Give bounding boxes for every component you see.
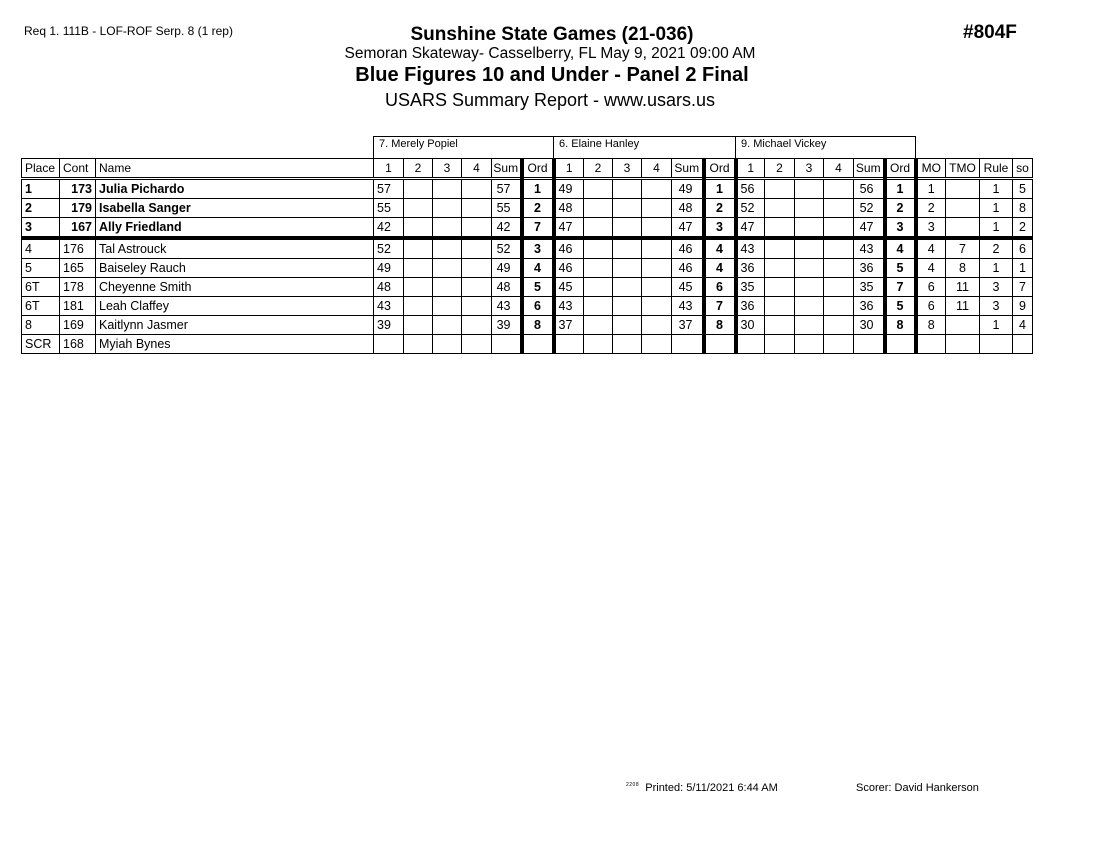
ordinal-cell: 2 [704, 199, 736, 218]
ordinal-cell: 1 [704, 179, 736, 199]
score-cell [613, 297, 642, 316]
score-cell [433, 238, 462, 259]
score-cell [795, 335, 824, 354]
score-cell [824, 218, 854, 239]
score-cell: 46 [554, 259, 584, 278]
ordinal-cell: 3 [522, 238, 554, 259]
score-cell [433, 218, 462, 239]
so-cell: 6 [1013, 238, 1033, 259]
col-header-tmo: TMO [946, 159, 980, 179]
col-header-judge3-sum: Sum [854, 159, 885, 179]
score-cell: 47 [736, 218, 765, 239]
mo-cell: 1 [916, 179, 946, 199]
rule-cell: 3 [980, 278, 1013, 297]
col-header-judge3-2: 2 [765, 159, 795, 179]
cont-cell: 165 [60, 259, 96, 278]
scorer-info: Scorer: David Hankerson [856, 782, 979, 794]
so-cell: 9 [1013, 297, 1033, 316]
rule-cell: 1 [980, 316, 1013, 335]
name-cell: Ally Friedland [96, 218, 374, 239]
col-header-mo: MO [916, 159, 946, 179]
ordinal-cell: 7 [704, 297, 736, 316]
score-cell [462, 278, 492, 297]
sum-cell: 55 [492, 199, 522, 218]
score-cell [824, 238, 854, 259]
rule-cell: 3 [980, 297, 1013, 316]
score-cell: 48 [554, 199, 584, 218]
mo-cell: 6 [916, 278, 946, 297]
sum-cell: 49 [672, 179, 704, 199]
so-cell: 4 [1013, 316, 1033, 335]
sum-cell: 43 [854, 238, 885, 259]
sum-cell [854, 335, 885, 354]
place-cell: 3 [22, 218, 60, 239]
score-cell [584, 259, 613, 278]
score-cell [584, 297, 613, 316]
judge-name-2: 6. Elaine Hanley [553, 136, 736, 158]
score-cell [795, 297, 824, 316]
score-cell [765, 238, 795, 259]
results-table [21, 158, 1033, 354]
score-cell [584, 199, 613, 218]
sum-cell: 56 [854, 179, 885, 199]
score-cell: 35 [736, 278, 765, 297]
score-cell [642, 297, 672, 316]
ordinal-cell: 5 [522, 278, 554, 297]
sum-cell: 52 [492, 238, 522, 259]
score-cell: 49 [554, 179, 584, 199]
name-cell: Cheyenne Smith [96, 278, 374, 297]
score-cell [462, 316, 492, 335]
score-cell [404, 199, 433, 218]
col-header-judge1-3: 3 [433, 159, 462, 179]
score-cell [613, 199, 642, 218]
score-cell [613, 218, 642, 239]
cont-cell: 167 [60, 218, 96, 239]
name-cell: Leah Claffey [96, 297, 374, 316]
tmo-cell [946, 335, 980, 354]
place-cell: 6T [22, 297, 60, 316]
score-cell [642, 179, 672, 199]
name-cell: Myiah Bynes [96, 335, 374, 354]
table-row [22, 238, 1033, 259]
score-cell [404, 238, 433, 259]
rule-cell: 1 [980, 199, 1013, 218]
ordinal-cell: 5 [885, 259, 916, 278]
score-cell [824, 179, 854, 199]
tmo-cell: 8 [946, 259, 980, 278]
col-header-judge1-4: 4 [462, 159, 492, 179]
score-cell [824, 297, 854, 316]
score-cell: 42 [374, 218, 404, 239]
score-cell [584, 278, 613, 297]
tmo-cell: 11 [946, 278, 980, 297]
ordinal-cell: 2 [522, 199, 554, 218]
score-cell [642, 218, 672, 239]
score-cell [795, 238, 824, 259]
col-header-judge2-ord: Ord [704, 159, 736, 179]
sum-cell: 36 [854, 297, 885, 316]
col-header-place: Place [22, 159, 60, 179]
sum-cell: 48 [672, 199, 704, 218]
score-cell [462, 199, 492, 218]
sum-cell: 46 [672, 238, 704, 259]
place-cell: 5 [22, 259, 60, 278]
score-cell [462, 259, 492, 278]
ordinal-cell [704, 335, 736, 354]
sum-cell: 43 [492, 297, 522, 316]
cont-cell: 176 [60, 238, 96, 259]
score-cell [613, 259, 642, 278]
tmo-cell [946, 218, 980, 239]
so-cell [1013, 335, 1033, 354]
col-header-name: Name [96, 159, 374, 179]
score-cell [613, 316, 642, 335]
score-cell: 36 [736, 259, 765, 278]
name-cell: Kaitlynn Jasmer [96, 316, 374, 335]
printed-info [626, 782, 778, 794]
col-header-judge1-2: 2 [404, 159, 433, 179]
score-cell [795, 179, 824, 199]
col-header-judge1-ord: Ord [522, 159, 554, 179]
sum-cell: 48 [492, 278, 522, 297]
sum-cell: 45 [672, 278, 704, 297]
col-header-judge3-3: 3 [795, 159, 824, 179]
ordinal-cell: 4 [704, 259, 736, 278]
score-cell [462, 335, 492, 354]
competition-title: Sunshine State Games (21-036) [410, 24, 694, 45]
score-cell [433, 259, 462, 278]
report-name: USARS Summary Report - www.usars.us [384, 90, 716, 110]
score-cell: 36 [736, 297, 765, 316]
score-cell [433, 297, 462, 316]
ordinal-cell [885, 335, 916, 354]
so-cell: 8 [1013, 199, 1033, 218]
score-cell: 57 [374, 179, 404, 199]
printed-timestamp: Printed: 5/11/2021 6:44 AM [645, 782, 778, 794]
tmo-cell: 7 [946, 238, 980, 259]
score-cell: 39 [374, 316, 404, 335]
ordinal-cell: 6 [522, 297, 554, 316]
mo-cell: 3 [916, 218, 946, 239]
sum-cell: 39 [492, 316, 522, 335]
event-name: Blue Figures 10 and Under - Panel 2 Final [355, 64, 749, 86]
col-header-judge2-4: 4 [642, 159, 672, 179]
tiny-code: 2208 [626, 782, 640, 788]
ordinal-cell: 5 [885, 297, 916, 316]
score-cell [584, 218, 613, 239]
mo-cell: 8 [916, 316, 946, 335]
so-cell: 1 [1013, 259, 1033, 278]
ordinal-cell: 8 [885, 316, 916, 335]
rule-cell: 1 [980, 218, 1013, 239]
score-cell [795, 218, 824, 239]
score-cell: 52 [736, 199, 765, 218]
rule-cell: 2 [980, 238, 1013, 259]
score-cell: 55 [374, 199, 404, 218]
score-cell [642, 278, 672, 297]
ordinal-cell: 3 [885, 218, 916, 239]
col-header-judge2-1: 1 [554, 159, 584, 179]
rule-cell [980, 335, 1013, 354]
col-header-judge3-ord: Ord [885, 159, 916, 179]
sum-cell: 47 [854, 218, 885, 239]
score-cell [613, 335, 642, 354]
cont-cell: 179 [60, 199, 96, 218]
score-cell [433, 335, 462, 354]
col-header-so: so [1013, 159, 1033, 179]
score-cell [824, 316, 854, 335]
score-cell [584, 179, 613, 199]
ordinal-cell: 2 [885, 199, 916, 218]
ordinal-cell: 1 [522, 179, 554, 199]
table-row [22, 199, 1033, 218]
event-code: #804F [963, 22, 1017, 43]
ordinal-cell: 4 [522, 259, 554, 278]
score-cell [765, 259, 795, 278]
score-cell [462, 238, 492, 259]
score-cell [404, 335, 433, 354]
score-cell [433, 278, 462, 297]
tmo-cell: 11 [946, 297, 980, 316]
sum-cell: 35 [854, 278, 885, 297]
so-cell: 2 [1013, 218, 1033, 239]
score-cell: 43 [374, 297, 404, 316]
sum-cell: 49 [492, 259, 522, 278]
score-cell [584, 335, 613, 354]
score-cell: 30 [736, 316, 765, 335]
cont-cell: 169 [60, 316, 96, 335]
venue-date-line: Semoran Skateway- Casselberry, FL May 9, 2021 09:00 AM [344, 45, 756, 62]
score-cell [795, 278, 824, 297]
ordinal-cell: 4 [885, 238, 916, 259]
score-cell: 37 [554, 316, 584, 335]
score-cell: 43 [736, 238, 765, 259]
judge-name-1: 7. Merely Popiel [373, 136, 554, 158]
ordinal-cell [522, 335, 554, 354]
table-row [22, 316, 1033, 335]
score-cell [613, 179, 642, 199]
score-cell: 43 [554, 297, 584, 316]
mo-cell: 2 [916, 199, 946, 218]
score-cell [765, 218, 795, 239]
sum-cell: 47 [672, 218, 704, 239]
score-cell [433, 179, 462, 199]
mo-cell [916, 335, 946, 354]
col-header-judge1-sum: Sum [492, 159, 522, 179]
score-cell [642, 335, 672, 354]
mo-cell: 4 [916, 238, 946, 259]
ordinal-cell: 6 [704, 278, 736, 297]
table-row [22, 259, 1033, 278]
sum-cell [672, 335, 704, 354]
rule-cell: 1 [980, 259, 1013, 278]
score-cell [433, 199, 462, 218]
score-cell [824, 335, 854, 354]
sum-cell: 46 [672, 259, 704, 278]
ordinal-cell: 7 [522, 218, 554, 239]
score-cell [824, 259, 854, 278]
score-cell [584, 238, 613, 259]
col-header-judge2-3: 3 [613, 159, 642, 179]
name-cell: Isabella Sanger [96, 199, 374, 218]
place-cell: SCR [22, 335, 60, 354]
score-cell: 52 [374, 238, 404, 259]
score-cell [824, 199, 854, 218]
score-cell [584, 316, 613, 335]
col-header-judge3-1: 1 [736, 159, 765, 179]
tmo-cell [946, 199, 980, 218]
score-cell [374, 335, 404, 354]
score-cell: 48 [374, 278, 404, 297]
place-cell: 8 [22, 316, 60, 335]
score-cell: 49 [374, 259, 404, 278]
col-header-rule: Rule [980, 159, 1013, 179]
score-cell [765, 199, 795, 218]
cont-cell: 178 [60, 278, 96, 297]
score-cell [765, 179, 795, 199]
cont-cell: 173 [60, 179, 96, 199]
tmo-cell [946, 179, 980, 199]
score-cell [404, 259, 433, 278]
score-cell [765, 316, 795, 335]
ordinal-cell: 4 [704, 238, 736, 259]
sum-cell: 52 [854, 199, 885, 218]
score-cell: 56 [736, 179, 765, 199]
score-cell [404, 278, 433, 297]
col-header-judge1-1: 1 [374, 159, 404, 179]
score-cell [433, 316, 462, 335]
score-cell: 46 [554, 238, 584, 259]
place-cell: 2 [22, 199, 60, 218]
score-cell [642, 238, 672, 259]
sum-cell: 36 [854, 259, 885, 278]
score-cell [404, 179, 433, 199]
table-row [22, 297, 1033, 316]
table-row [22, 335, 1033, 354]
score-cell [462, 179, 492, 199]
place-cell: 1 [22, 179, 60, 199]
tmo-cell [946, 316, 980, 335]
place-cell: 6T [22, 278, 60, 297]
score-cell [765, 335, 795, 354]
score-cell [404, 316, 433, 335]
judge-name-3: 9. Michael Vickey [735, 136, 916, 158]
ordinal-cell: 7 [885, 278, 916, 297]
sum-cell: 42 [492, 218, 522, 239]
rule-cell: 1 [980, 179, 1013, 199]
cont-cell: 168 [60, 335, 96, 354]
col-header-judge2-sum: Sum [672, 159, 704, 179]
place-cell: 4 [22, 238, 60, 259]
ordinal-cell: 1 [885, 179, 916, 199]
table-row [22, 218, 1033, 239]
col-header-judge2-2: 2 [584, 159, 613, 179]
mo-cell: 6 [916, 297, 946, 316]
score-cell [736, 335, 765, 354]
score-cell [404, 297, 433, 316]
score-cell [613, 278, 642, 297]
name-cell: Tal Astrouck [96, 238, 374, 259]
score-cell [462, 218, 492, 239]
score-cell [765, 278, 795, 297]
ordinal-cell: 8 [522, 316, 554, 335]
col-header-cont: Cont [60, 159, 96, 179]
request-line: Req 1. 111B - LOF-ROF Serp. 8 (1 rep) [24, 24, 233, 38]
score-cell [642, 199, 672, 218]
score-cell [642, 316, 672, 335]
so-cell: 5 [1013, 179, 1033, 199]
sum-cell [492, 335, 522, 354]
sum-cell: 57 [492, 179, 522, 199]
column-header-row [22, 159, 1033, 179]
name-cell: Julia Pichardo [96, 179, 374, 199]
score-cell [824, 278, 854, 297]
score-cell [642, 259, 672, 278]
score-cell [462, 297, 492, 316]
score-cell: 45 [554, 278, 584, 297]
so-cell: 7 [1013, 278, 1033, 297]
score-cell [613, 238, 642, 259]
score-cell [795, 316, 824, 335]
table-row [22, 179, 1033, 199]
cont-cell: 181 [60, 297, 96, 316]
score-cell [554, 335, 584, 354]
score-cell [765, 297, 795, 316]
ordinal-cell: 3 [704, 218, 736, 239]
col-header-judge3-4: 4 [824, 159, 854, 179]
mo-cell: 4 [916, 259, 946, 278]
score-cell [795, 259, 824, 278]
sum-cell: 43 [672, 297, 704, 316]
sum-cell: 37 [672, 316, 704, 335]
ordinal-cell: 8 [704, 316, 736, 335]
name-cell: Baiseley Rauch [96, 259, 374, 278]
score-cell [404, 218, 433, 239]
score-cell [795, 199, 824, 218]
sum-cell: 30 [854, 316, 885, 335]
table-row [22, 278, 1033, 297]
score-cell: 47 [554, 218, 584, 239]
